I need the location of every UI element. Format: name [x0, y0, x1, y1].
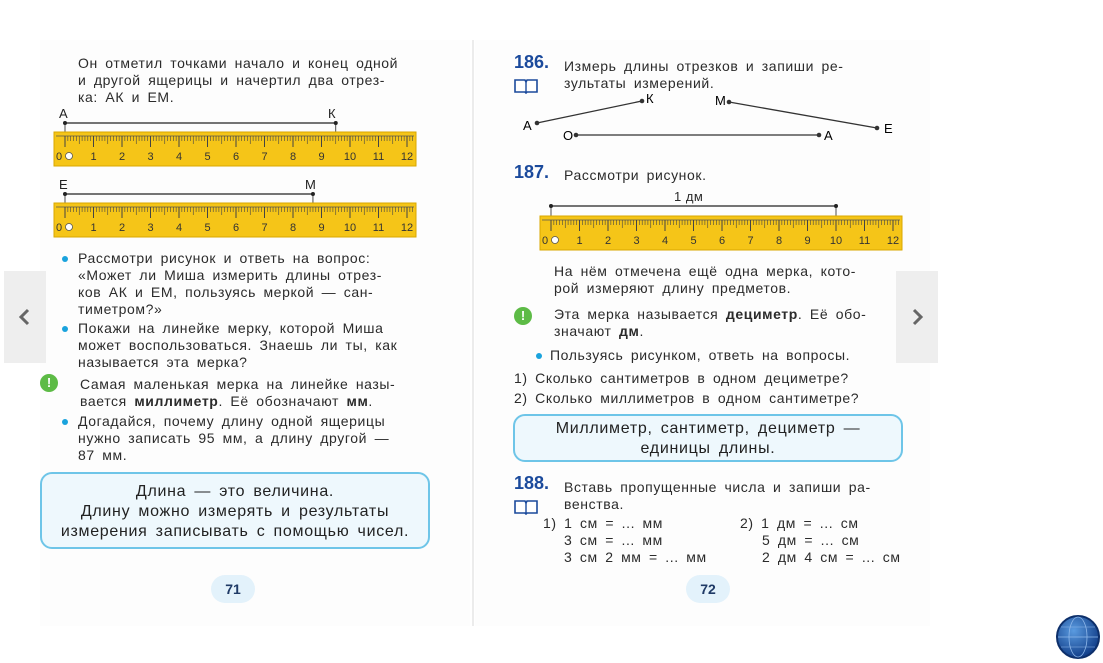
bullet-dot [536, 353, 542, 359]
ruler-number: 1 [90, 222, 97, 234]
ruler-hole [66, 224, 73, 231]
segment-point [834, 204, 838, 208]
col2-row-2: 5 дм = ... см [762, 532, 860, 548]
exercise-186-number: 186. [514, 52, 550, 72]
ruler-number: 2 [604, 235, 612, 247]
ruler-number: 6 [232, 222, 240, 234]
question-1: 1) Сколько сантиметров в одном дециметре? [514, 370, 849, 386]
ruler-number: 12 [400, 222, 414, 234]
point-label-k: К [328, 106, 336, 121]
bullet2-line-2: может воспользоваться. Знаешь ли ты, как [78, 337, 398, 353]
col2-row-3: 2 дм 4 см = ... см [762, 549, 901, 565]
bullet-dot [62, 326, 68, 332]
label-m: М [715, 93, 726, 108]
intro-line-1: Он отметил точками начало и конец одной [78, 55, 399, 71]
point-label-e: Е [59, 177, 68, 192]
ruler-number: 10 [343, 222, 357, 234]
ruler-number: 2 [118, 151, 126, 163]
page-number-left: 71 [211, 575, 255, 603]
ruler-number: 7 [261, 151, 268, 163]
ruler-number: 3 [147, 222, 154, 234]
globe-logo [1055, 614, 1101, 660]
book-spine [472, 40, 474, 626]
note-line-2: вается миллиметр. Её обозначают мм. [80, 393, 373, 409]
units-box [513, 414, 903, 462]
col2-row-1: 2) 1 дм = ... см [740, 515, 859, 531]
exercise-188-number: 188. [514, 473, 550, 493]
label-a: А [523, 118, 532, 133]
ruler-number: 5 [690, 235, 697, 247]
bullet1-line-1: Рассмотри рисунок и ответь на вопрос: [78, 250, 371, 266]
bullet-dot [62, 256, 68, 262]
bullet1-line-4: тиметром?» [78, 301, 163, 317]
segment-point [549, 204, 553, 208]
exclamation-icon: ! [514, 307, 532, 325]
ruler-number: 12 [400, 151, 414, 163]
ruler-number: 3 [147, 151, 154, 163]
ruler-number: 5 [204, 151, 211, 163]
ruler-number: 11 [372, 151, 385, 163]
bullet3-line-3: 87 мм. [78, 447, 128, 463]
ruler-number: 12 [886, 235, 900, 247]
box-line-3: измерения записывать с помощью чисел. [60, 523, 410, 540]
label-o: О [563, 128, 574, 143]
prev-page-button[interactable] [4, 271, 46, 363]
ruler-number: 2 [118, 222, 126, 234]
bullet1-line-2: «Может ли Миша измерить длины отрез- [78, 267, 383, 283]
ruler-number: 11 [858, 235, 871, 247]
ruler-number: 5 [204, 222, 211, 234]
ex186-line-2: зультаты измерений. [564, 75, 715, 91]
book-icon [514, 499, 538, 515]
ruler-number: 7 [747, 235, 754, 247]
ruler-number: 4 [175, 222, 183, 234]
ruler-number: 4 [175, 151, 183, 163]
label-a2: А [824, 128, 833, 143]
exercise-187-number: 187. [514, 162, 550, 182]
segment-point [63, 192, 67, 196]
ruler-body [54, 132, 416, 166]
ruler-number: 6 [232, 151, 240, 163]
bullet3-line-2: нужно записать 95 мм, а длину другой — [78, 430, 390, 446]
ex186-line-1: Измерь длины отрезков и запиши ре- [564, 58, 844, 74]
ruler-ak [50, 104, 420, 172]
ruler-number: 0 [55, 151, 63, 163]
ruler-number: 11 [372, 222, 385, 234]
ruler-number: 10 [343, 151, 357, 163]
chevron-left-icon [17, 307, 33, 327]
question-2: 2) Сколько миллиметров в одном сантиметре? [514, 390, 860, 406]
ruler-number: 0 [541, 235, 549, 247]
label-e: Е [884, 121, 893, 136]
ex187-p1-line-1: На нём отмечена ещё одна мерка, кото- [554, 263, 857, 279]
ruler-hole [552, 237, 559, 244]
box-line-2: Длину можно измерять и результаты [80, 503, 390, 520]
ruler-number: 3 [633, 235, 640, 247]
segment-point [311, 192, 315, 196]
ex187-title: Рассмотри рисунок. [564, 167, 707, 183]
ruler-number: 9 [318, 151, 325, 163]
term-dm: дм [619, 323, 640, 339]
ruler-number: 0 [55, 222, 63, 234]
bullet-dot [62, 419, 68, 425]
bullet3-line-1: Догадайся, почему длину одной ящерицы [78, 413, 386, 429]
chevron-right-icon [909, 307, 925, 327]
ruler-em [50, 175, 420, 243]
note-r-line-2: значают дм. [554, 323, 644, 339]
ruler-number: 8 [289, 222, 297, 234]
ruler-number: 4 [661, 235, 669, 247]
ex187-p1-line-2: рой измеряют длину предметов. [554, 280, 792, 296]
term-millimeter: миллиметр [134, 393, 219, 409]
ruler-number: 8 [289, 151, 297, 163]
ruler-body [54, 203, 416, 237]
intro-line-2: и другой ящерицы и начертил два отрез- [78, 72, 386, 88]
ruler-number: 8 [775, 235, 783, 247]
ruler-body [540, 216, 902, 250]
page-number-right: 72 [686, 575, 730, 603]
definition-box [40, 472, 430, 549]
ruler-number: 7 [261, 222, 268, 234]
box-r-line-1: Миллиметр, сантиметр, дециметр — [555, 420, 861, 437]
bullet2-line-1: Покажи на линейке мерку, которой Миша [78, 320, 384, 336]
label-k: К [646, 91, 654, 106]
term-decimeter: дециметр [725, 306, 798, 322]
dm-label: 1 дм [674, 189, 704, 204]
ruler-number: 10 [829, 235, 843, 247]
bullet-r: Пользуясь рисунком, ответь на вопросы. [550, 347, 851, 363]
bullet1-line-3: ков АК и ЕМ, пользуясь меркой — сан- [78, 284, 374, 300]
ruler-dm [536, 190, 906, 254]
segment-point [63, 121, 67, 125]
note-line-1: Самая маленькая мерка на линейке назы- [80, 376, 396, 392]
ex188-line-1: Вставь пропущенные числа и запиши ра- [564, 479, 871, 495]
segment-point [334, 121, 338, 125]
col1-row-3: 3 см 2 мм = ... мм [564, 549, 707, 565]
point-label-m: М [305, 177, 316, 192]
ruler-number: 1 [90, 151, 97, 163]
segments-figure [515, 88, 905, 148]
exclamation-icon: ! [40, 374, 58, 392]
box-line-1: Длина — это величина. [135, 483, 335, 500]
ruler-number: 9 [804, 235, 811, 247]
bullet2-line-3: называется эта мерка? [78, 354, 248, 370]
ruler-hole [66, 153, 73, 160]
box-r-line-2: единицы длины. [640, 440, 776, 457]
term-mm: мм [346, 393, 369, 409]
col1-row-1: 1) 1 см = ... мм [543, 515, 664, 531]
ruler-number: 9 [318, 222, 325, 234]
ruler-number: 1 [576, 235, 583, 247]
ex188-line-2: венства. [564, 496, 624, 512]
ruler-number: 6 [718, 235, 726, 247]
intro-line-3: ка: АК и ЕМ. [78, 89, 175, 105]
note-r-line-1: Эта мерка называется дециметр. Её обо- [554, 306, 867, 322]
next-page-button[interactable] [896, 271, 938, 363]
point-label-a: А [59, 106, 68, 121]
col1-row-2: 3 см = ... мм [564, 532, 663, 548]
